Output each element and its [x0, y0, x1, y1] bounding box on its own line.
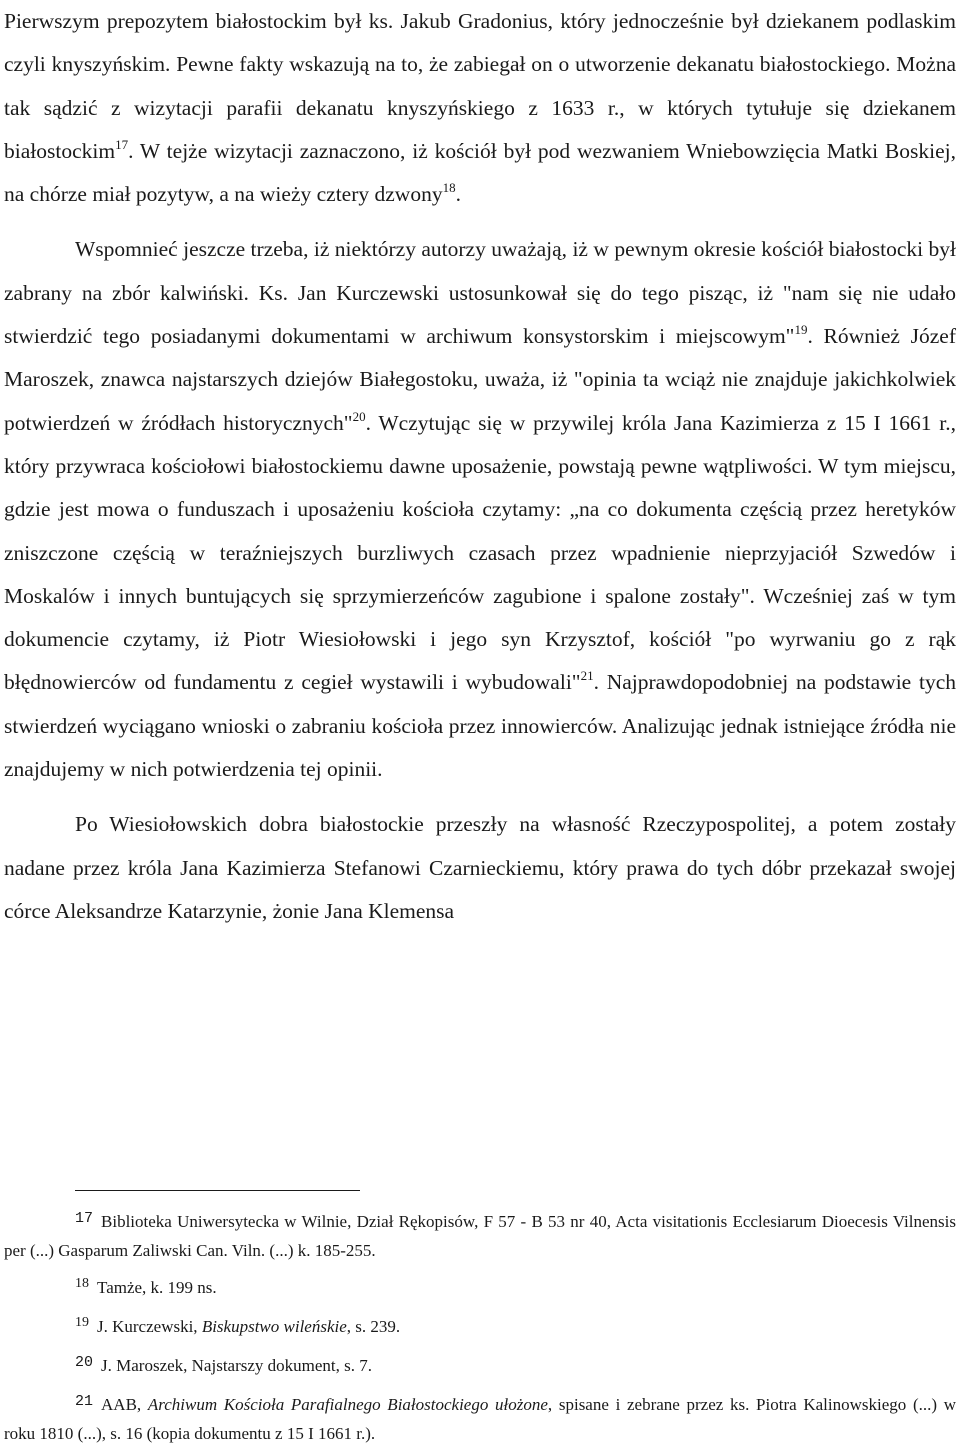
footnote-title: Biskupstwo wileńskie [201, 1317, 347, 1336]
footnote-text: J. Kurczewski, [97, 1317, 202, 1336]
footnote-number: 17 [75, 1210, 94, 1227]
footnote-text-after: , s. 239. [346, 1317, 401, 1336]
paragraph-text: Wspomnieć jeszcze trzeba, iż niektórzy autorzy uważają, iż w pewnym okresie kościół białostocki był zabrany na zbór kalwiński. Ks. Jan Kurczewski ustosunkował się do tego pisząc, iż "nam się nie udało stwierdzić tego posiadanymi dokumentami w archiwum konsystorskim i miejscowym" [4, 237, 956, 349]
footnote-text-after: , spisane i zebrane przez ks. Piotra Kalinowskiego (...) w roku 1810 (...), s. 16 (kopia dokumentu z 15 I 1661 r.). [4, 1395, 956, 1443]
paragraph-1 [4, 0, 956, 216]
paragraph-text: . W tejże wizytacji zaznaczono, iż kościół był pod wezwaniem Wniebowzięcia Matki Boskiej, na chórze miał pozytyw, a na wieży cztery dzwony [4, 138, 956, 207]
footnote-20 [4, 1352, 956, 1381]
paragraph-text: . Najprawdopodobniej na podstawie tych stwierdzeń wyciągano wnioski o zabraniu kościoła przez innowierców. Analizując jednak istniejące źródła nie znajdujemy w nich potwierdzenia tej opinii. [4, 670, 956, 782]
footnote-18 [4, 1274, 956, 1303]
footnote-reference: 17 [115, 136, 129, 152]
footnote-reference: 20 [352, 408, 366, 424]
paragraph-text: . Wczytując się w przywilej króla Jana Kazimierza z 15 I 1661 r., który przywraca kościołowi białostockiemu dawne uposażenie, powstają pewne wątpliwości. W tym miejscu, gdzie jest mowa o funduszach i uposażeniu kościoła czytamy: „na co dokumenta częścią przez heretyków zniszczone częścią w teraźniejszych burzliwych czasach przez wpadnienie nieprzyjaciół Szwedów i Moskalów i innych buntujących się sprzymierzeńców zagubione i spalone zostały". Wcześniej zaś w tym dokumencie czytamy, iż Piotr Wiesiołowski i jego syn Krzysztof, kościół "po wyrwaniu go z rąk błędnowierców od fundamentu z cegieł wystawili i wybudowali" [4, 410, 957, 695]
main-text [4, 0, 956, 933]
footnote-number: 20 [75, 1354, 94, 1371]
footnote-number: 21 [75, 1393, 94, 1410]
paragraph-text: Po Wiesiołowskich dobra białostockie przeszły na własność Rzeczypospolitej, a potem zostały nadane przez króla Jana Kazimierza Stefanowi Czarnieckiemu, który prawa do tych dóbr przekazał swojej córce Aleksandrze Katarzynie, żonie Jana Klemensa [4, 812, 956, 923]
paragraph-3 [4, 803, 956, 933]
paragraph-text: Pierwszym prepozytem białostockim był ks. Jakub Gradonius, który jednocześnie był dziekanem podlaskim czyli knyszyńskim. Pewne fakty wskazują na to, że zabiegał on o utworzenie dekanatu białostockiego. Można tak sądzić z wizytacji parafii dekanatu knyszyńskiego z 1633 r., w których tytułuje się dziekanem białostockim [4, 9, 956, 163]
footnote-text: Biblioteka Uniwersytecka w Wilnie, Dział Rękopisów, F 57 - B 53 nr 40, Acta visitationis Ecclesiarum Dioecesis Vilnensis per (...) Gasparum Zaliwski Can. Viln. (...) k. 185-255. [4, 1212, 956, 1260]
footnote-text: Tamże, k. 199 ns. [97, 1278, 217, 1297]
footnote-19 [4, 1313, 956, 1342]
paragraph-2 [4, 228, 956, 791]
footnote-reference: 18 [442, 180, 456, 196]
footnote-number: 18 [75, 1276, 89, 1291]
paragraph-text: . [455, 182, 461, 207]
footnote-separator [75, 1190, 360, 1191]
footnote-text: AAB, [101, 1395, 148, 1414]
footnote-text: J. Maroszek, Najstarszy dokument, s. 7. [101, 1356, 373, 1375]
paragraph-text: . Również Józef Maroszek, znawca najstarszych dziejów Białegostoku, uważa, iż "opinia ta wciąż nie znajduje jakichkolwiek potwierdzeń w źródłach historycznych" [4, 324, 956, 435]
footnote-title: Archiwum Kościoła Parafialnego Białostockiego ułożone [147, 1395, 548, 1414]
footnotes [4, 1208, 956, 1447]
footnote-number: 19 [75, 1315, 89, 1330]
footnote-17 [4, 1208, 956, 1264]
footnote-reference: 19 [794, 322, 808, 338]
footnote-21 [4, 1391, 956, 1447]
footnote-reference: 21 [580, 668, 594, 684]
